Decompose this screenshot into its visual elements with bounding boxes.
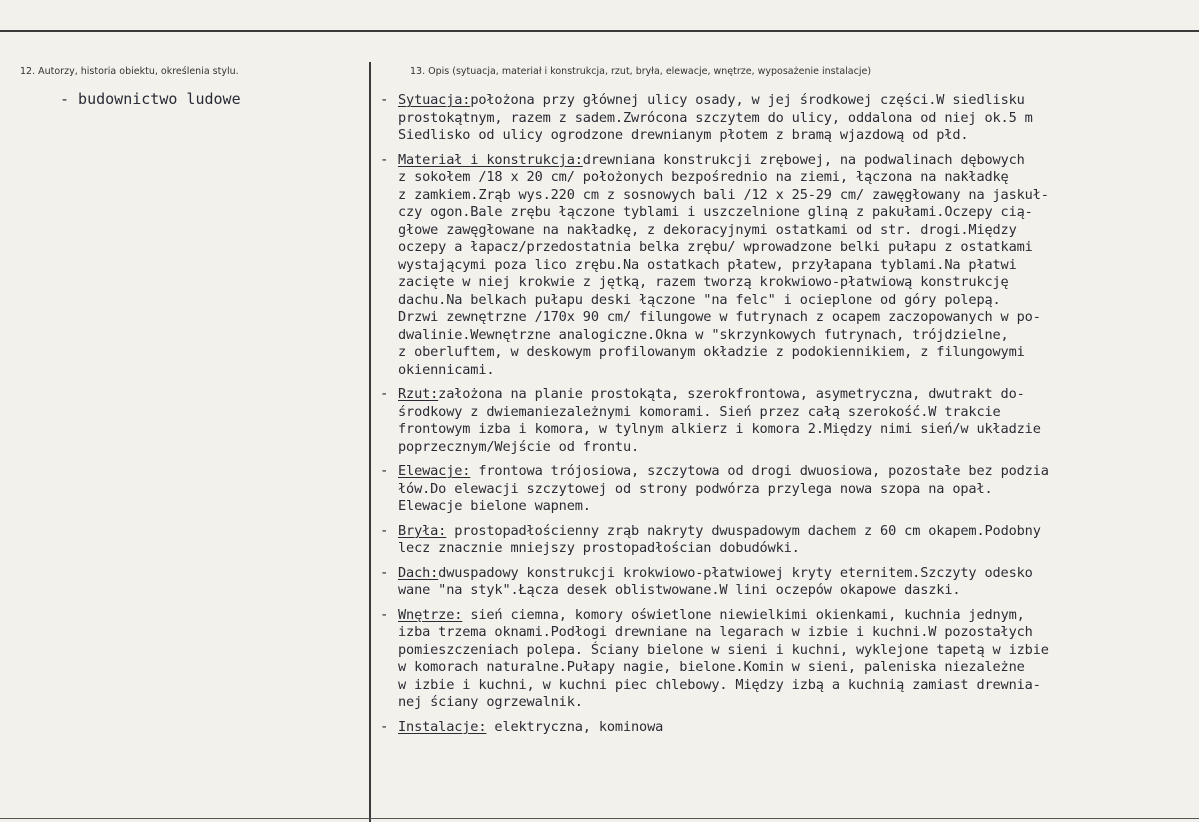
section-line (398, 498, 1192, 516)
description-section (380, 607, 1192, 712)
section-text: pomieszczeniach polepa. Ściany bielone w sieni i kuchni, wyklejone tapetą w izbie (398, 641, 1049, 658)
description-body (380, 92, 1192, 743)
section-first-line (398, 92, 1192, 110)
section-text: okiennicami. (398, 361, 495, 378)
section-text: sień ciemna, komory oświetlone niewielkimi okienkami, kuchnia jednym, (462, 606, 1025, 623)
section-text: frontowa trójosiowa, szczytowa od drogi dwuosiowa, pozostałe bez podzia (470, 463, 1049, 479)
section-text: czy ogon.Bale zrębu łączone tyblami i uszczelnione gliną z pakułami.Oczepy cią- (398, 204, 1033, 220)
section-text: założona na planie prostokąta, szerokfrontowa, asymetryczna, dwutrakt do- (438, 386, 1025, 402)
section-first-line (398, 565, 1192, 583)
section-heading: Bryła: (398, 522, 447, 539)
field-12-label: 12. Autorzy, historia obiektu, określenia stylu. (20, 66, 239, 77)
section-line (398, 439, 1192, 457)
section-text: środkowy z dwiemaniezależnymi komorami. Sień przez całą szerokość.W trakcie (398, 403, 1001, 420)
section-line (398, 327, 1192, 345)
style-classification: - budownictwo ludowe (60, 90, 241, 108)
section-line (398, 292, 1192, 310)
section-text: lecz znacznie mniejszy prostopadłościan dobudówki. (398, 540, 800, 556)
section-heading: Dach: (398, 564, 439, 581)
section-text: łów.Do elewacji szczytowej od strony podwórza przylega nowa szopa na opał. (398, 480, 993, 497)
section-text: Drzwi zewnętrzne /170x 90 cm/ filungowe w futrynach z ocapem zaczopowanych w po- (398, 309, 1041, 325)
section-text: zacięte w niej krokwie z jętką, razem tworzą krokwiowo-płatwiową konstrukcję (398, 274, 1009, 290)
section-text: z sokołem /18 x 20 cm/ położonych bezpośrednio na ziemi, łączona na nakładkę (398, 169, 1009, 185)
section-text: Siedlisko od ulicy ogrodzone drewnianym płotem z bramą wjazdową od płd. (398, 127, 969, 143)
section-line (398, 677, 1192, 695)
section-line (398, 204, 1192, 222)
section-text: Elewacje bielone wapnem. (398, 498, 591, 514)
top-border-line (0, 30, 1199, 32)
section-text: wystającymi poza lico zrębu.Na ostatkach płatew, przyłapana tyblami.Na płatwi (398, 256, 1017, 273)
section-line (398, 169, 1192, 187)
description-section (380, 92, 1192, 145)
bullet-dash: - (380, 564, 389, 581)
description-section (380, 152, 1192, 380)
bullet-dash: - (380, 606, 389, 623)
bullet-dash: - (380, 151, 389, 168)
section-text: w izbie i kuchni, w kuchni piec chlebowy. Między izbą a kuchnią zamiast drewnia- (398, 676, 1041, 693)
section-text: głowe zawęgłowane na nakładkę, z dekoracyjnymi ostatkami od str. drogi.Między (398, 221, 1017, 238)
section-line (398, 344, 1192, 362)
section-text: prostopadłościenny zrąb nakryty dwuspadowym dachem z 60 cm okapem.Podobny (446, 522, 1041, 539)
section-line (398, 421, 1192, 439)
section-first-line (398, 152, 1192, 170)
section-text: z oberluftem, w deskowym profilowanym okładzie z podokiennikiem, z filungowymi (398, 344, 1025, 360)
section-text: wane "na styk".Łącza desek oblistwowane.W lini oczepów okapowe daszki. (398, 582, 961, 598)
section-heading: Wnętrze: (398, 606, 463, 623)
section-text: poprzecznym/Wejście od frontu. (398, 438, 640, 455)
section-text: z zamkiem.Zrąb wys.220 cm z sosnowych bali /12 x 25-29 cm/ zawęgłowany na jaskuł- (398, 186, 1049, 203)
bullet-dash: - (380, 92, 389, 108)
section-first-line (398, 386, 1192, 404)
section-heading: Instalacje: (398, 718, 487, 735)
section-text: prostokątnym, razem z sadem.Zwrócona szczytem do ulicy, oddalona od niej ok.5 m (398, 109, 1033, 126)
section-first-line (398, 463, 1192, 481)
section-line (398, 309, 1192, 327)
section-line (398, 222, 1192, 240)
section-text: dwalinie.Wewnętrzne analogiczne.Okna w "skrzynkowych futrynach, trójdzielne, (398, 326, 1009, 343)
field-13-label: 13. Opis (sytuacja, materiał i konstrukcja, rzut, bryła, elewacje, wnętrze, wyposażenie instalacje) (410, 66, 872, 77)
section-line (398, 481, 1192, 499)
section-heading: Elewacje: (398, 463, 471, 479)
description-section (380, 565, 1192, 600)
section-text: elektryczna, kominowa (486, 718, 664, 735)
section-text: nej ściany ogrzewalnik. (398, 694, 583, 710)
section-line (398, 624, 1192, 642)
section-text: frontowym izba i komora, w tylnym alkierz i komora 2.Między nimi sień/w układzie (398, 421, 1041, 437)
section-first-line (398, 607, 1192, 625)
section-text: dachu.Na belkach pułapu deski łączone "na felc" i ocieplone od góry polepą. (398, 291, 1001, 308)
section-text: położona przy głównej ulicy osady, w jej środkowej części.W siedlisku (470, 92, 1025, 108)
section-first-line (398, 719, 1192, 737)
section-line (398, 110, 1192, 128)
section-line (398, 404, 1192, 422)
bullet-dash: - (380, 522, 389, 539)
bottom-border-line (0, 818, 1199, 819)
section-line (398, 257, 1192, 275)
description-section (380, 523, 1192, 558)
section-line (398, 274, 1192, 292)
bullet-dash: - (380, 463, 389, 479)
section-line (398, 362, 1192, 380)
description-section (380, 463, 1192, 516)
bullet-dash: - (380, 718, 389, 735)
section-line (398, 540, 1192, 558)
section-line (398, 239, 1192, 257)
section-heading: Sytuacja: (398, 92, 471, 108)
column-divider (369, 62, 371, 822)
section-line (398, 642, 1192, 660)
bullet-dash: - (380, 386, 389, 402)
section-line (398, 694, 1192, 712)
section-line (398, 582, 1192, 600)
section-text: izba trzema oknami.Podłogi drewniane na legarach w izbie i kuchni.W pozostałych (398, 624, 1033, 640)
section-line (398, 127, 1192, 145)
description-section (380, 386, 1192, 456)
section-text: w komorach naturalne.Pułapy nagie, bielone.Komin w sieni, paleniska niezależne (398, 659, 1025, 675)
section-text: dwuspadowy konstrukcji krokwiowo-płatwiowej kryty eternitem.Szczyty odesko (438, 564, 1033, 581)
section-line (398, 659, 1192, 677)
section-text: drewniana konstrukcji zrębowej, na podwalinach dębowych (582, 151, 1025, 168)
section-heading: Rzut: (398, 386, 439, 402)
section-first-line (398, 523, 1192, 541)
section-heading: Materiał i konstrukcja: (398, 151, 583, 168)
section-line (398, 187, 1192, 205)
section-text: oczepy a łapacz/przedostatnia belka zrębu/ wprowadzone belki pułapu z ostatkami (398, 239, 1033, 255)
description-section (380, 719, 1192, 737)
